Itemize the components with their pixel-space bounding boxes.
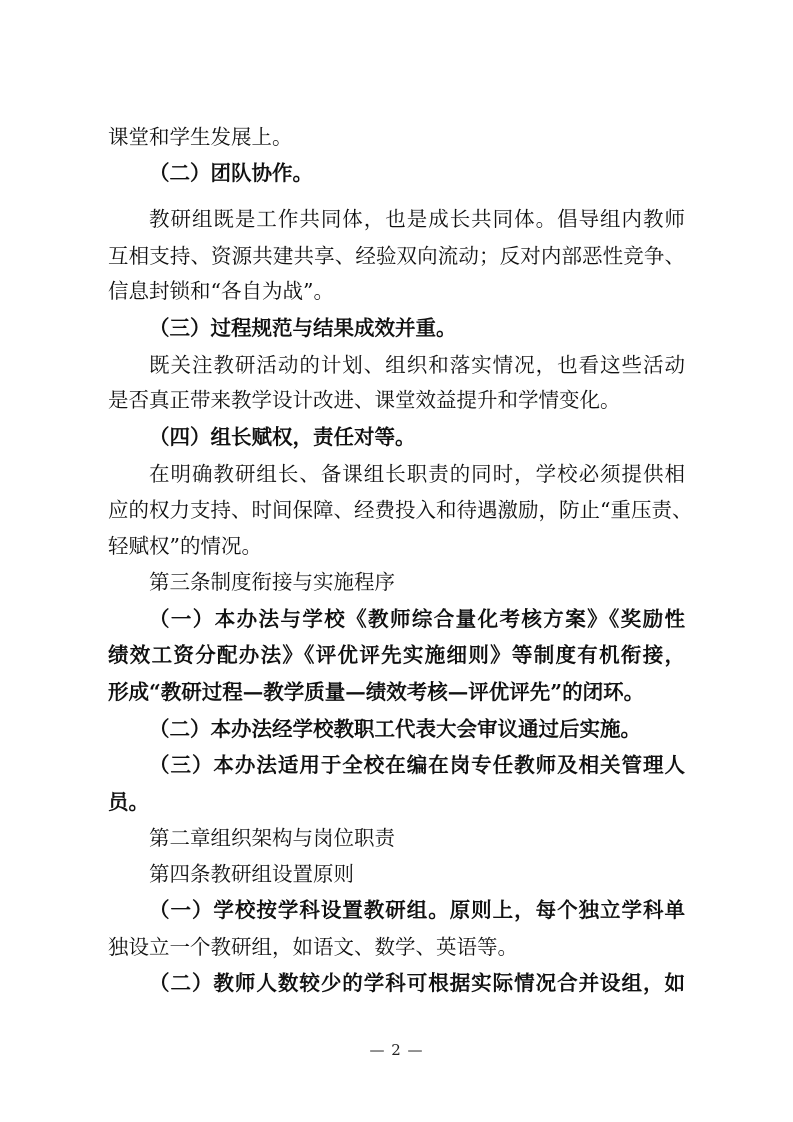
text-line: 课堂和学生发展上。 — [108, 125, 293, 149]
article-heading: 第四条教研组设置原则 — [149, 862, 354, 886]
text-line: 轻赋权”的情况。 — [108, 534, 262, 558]
page-number: — 2 — — [369, 1041, 424, 1059]
text-line: 绩效工资分配办法》《评优评先实施细则》等制度有机衔接， — [108, 643, 685, 667]
article-heading: 第三条制度衔接与实施程序 — [149, 570, 395, 594]
section-heading: （三）过程规范与结果成效并重。 — [149, 316, 457, 340]
text-line: （一）本办法与学校《教师综合量化考核方案》《奖励性 — [149, 607, 685, 631]
text-line: （一）学校按学科设置教研组。原则上，每个独立学科单 — [149, 898, 685, 922]
text-line: （二）教师人数较少的学科可根据实际情况合并设组，如 — [149, 971, 685, 995]
text-line: 互相支持、资源共建共享、经验双向流动；反对内部恶性竞争、 — [108, 244, 685, 268]
text-line: （三）本办法适用于全校在编在岗专任教师及相关管理人 — [149, 753, 685, 777]
text-line: 信息封锁和“各自为战”。 — [108, 279, 334, 303]
text-line: 是否真正带来教学设计改进、课堂效益提升和学情变化。 — [108, 388, 621, 412]
text-line: 既关注教研活动的计划、组织和落实情况，也看这些活动 — [149, 353, 685, 377]
text-line: 形成“教研过程—教学质量—绩效考核—评优评先”的闭环。 — [108, 680, 645, 704]
text-line: （二）本办法经学校教职工代表大会审议通过后实施。 — [149, 717, 641, 741]
section-heading: （四）组长赋权，责任对等。 — [149, 425, 416, 449]
section-heading: （二）团队协作。 — [149, 161, 313, 185]
text-line: 应的权力支持、时间保障、经费投入和待遇激励，防止“重压责、 — [108, 498, 693, 522]
text-line: 独设立一个教研组，如语文、数学、英语等。 — [108, 935, 518, 959]
text-line: 在明确教研组长、备课组长职责的同时，学校必须提供相 — [149, 462, 685, 486]
chapter-heading: 第二章组织架构与岗位职责 — [149, 826, 395, 850]
text-line: 员。 — [108, 790, 149, 814]
text-line: 教研组既是工作共同体，也是成长共同体。倡导组内教师 — [149, 207, 685, 231]
